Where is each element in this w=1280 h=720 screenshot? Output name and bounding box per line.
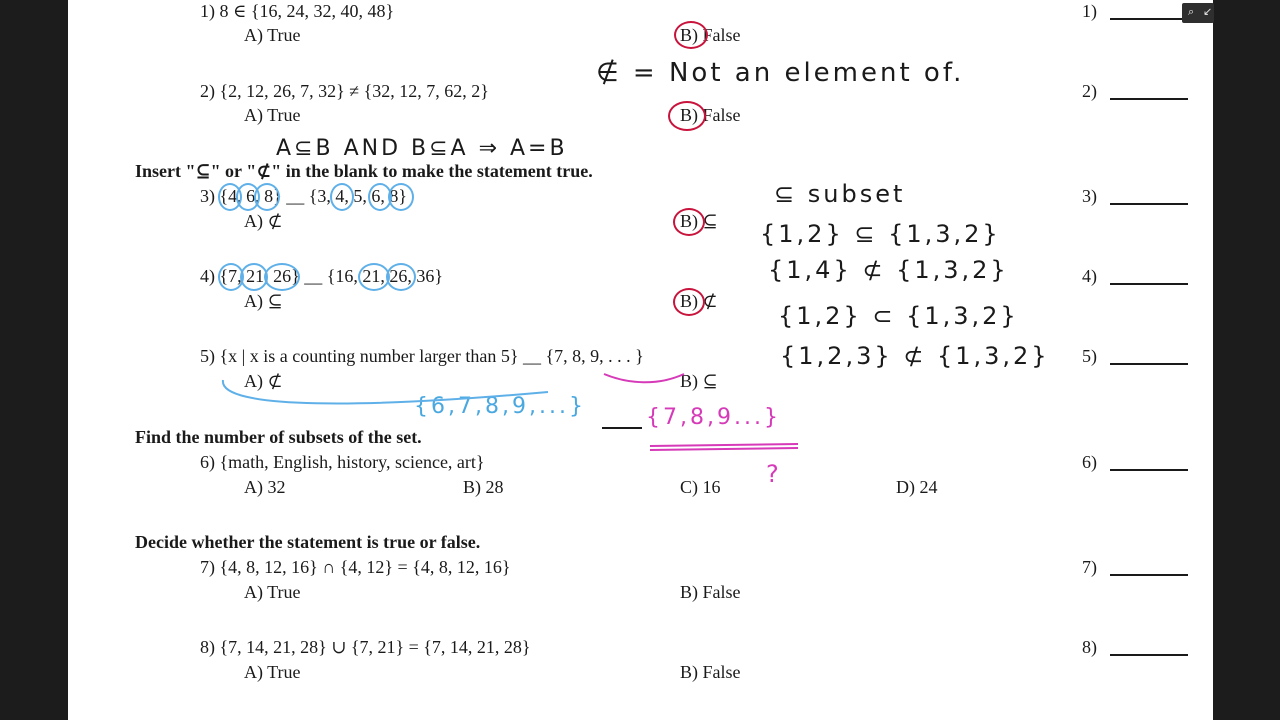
annotation-example-2: {1,4} ⊄ {1,3,2} xyxy=(768,256,1009,284)
q3-option-a[interactable]: A) ⊄ xyxy=(244,211,283,231)
q8-stem: 8) {7, 14, 21, 28} ∪ {7, 21} = {7, 14, 21, 28} xyxy=(200,637,531,657)
q8-option-a[interactable]: A) True xyxy=(244,662,301,682)
ink-strokes xyxy=(68,0,1213,720)
answer-label-2: 2) xyxy=(1082,81,1097,101)
heading-insert: Insert "⊆" or "⊄" in the blank to make the statement true. xyxy=(135,161,593,181)
annotation-equality: A⊆B AND B⊆A ⇒ A=B xyxy=(276,136,568,161)
q4-option-b[interactable]: B) ⊄ xyxy=(680,291,718,311)
annotation-example-3: {1,2} ⊂ {1,3,2} xyxy=(778,302,1019,330)
q1-option-b[interactable]: B) False xyxy=(680,25,741,45)
heading-decide: Decide whether the statement is true or false. xyxy=(135,532,481,552)
annotation-not-element: ∉ = Not an element of. xyxy=(596,58,965,88)
q6-stem: 6) {math, English, history, science, art} xyxy=(200,452,485,472)
q7-option-a[interactable]: A) True xyxy=(244,582,301,602)
q2-option-b[interactable]: B) False xyxy=(680,105,741,125)
annotation-subset-def: ⊆ subset xyxy=(774,180,906,208)
q7-option-b[interactable]: B) False xyxy=(680,582,741,602)
q3-stem: 3) {4, 6, 8} __ {3, 4, 5, 6, 8} xyxy=(200,186,408,206)
viewer-toolbar xyxy=(1182,3,1214,23)
annotation-example-1: {1,2} ⊆ {1,3,2} xyxy=(760,220,1001,248)
q3-option-b[interactable]: B) ⊆ xyxy=(680,211,718,231)
q7-stem: 7) {4, 8, 12, 16} ∩ {4, 12} = {4, 8, 12, 16} xyxy=(200,557,511,577)
worksheet-page xyxy=(68,0,1213,720)
answer-label-4: 4) xyxy=(1082,266,1097,286)
answer-label-5: 5) xyxy=(1082,346,1097,366)
answer-label-1: 1) xyxy=(1082,1,1097,21)
answer-label-7: 7) xyxy=(1082,557,1097,577)
q8-option-b[interactable]: B) False xyxy=(680,662,741,682)
arrow-icon[interactable]: ↙ xyxy=(1203,5,1213,18)
q2-stem: 2) {2, 12, 26, 7, 32} ≠ {32, 12, 7, 62, 2} xyxy=(200,81,489,101)
q6-option-b[interactable]: B) 28 xyxy=(463,477,504,497)
q6-option-d[interactable]: D) 24 xyxy=(896,477,938,497)
q4-option-a[interactable]: A) ⊆ xyxy=(244,291,283,311)
q5-stem: 5) {x | x is a counting number larger than 5} __ {7, 8, 9, . . . } xyxy=(200,346,644,366)
q5-option-a[interactable]: A) ⊄ xyxy=(244,371,283,391)
heading-subsets: Find the number of subsets of the set. xyxy=(135,427,422,447)
q1-option-a[interactable]: A) True xyxy=(244,25,301,45)
q6-option-c[interactable]: C) 16 xyxy=(680,477,721,497)
answer-label-8: 8) xyxy=(1082,637,1097,657)
annotation-blue-set: {6,7,8,9,...} xyxy=(414,394,586,419)
annotation-question-mark: ? xyxy=(766,460,782,488)
annotation-pink-set: {7,8,9...} xyxy=(646,405,781,430)
q2-option-a[interactable]: A) True xyxy=(244,105,301,125)
annotation-example-4: {1,2,3} ⊄ {1,3,2} xyxy=(780,342,1050,370)
q5-option-b[interactable]: B) ⊆ xyxy=(680,371,718,391)
q6-option-a[interactable]: A) 32 xyxy=(244,477,286,497)
answer-label-3: 3) xyxy=(1082,186,1097,206)
q1-stem: 1) 8 ∈ {16, 24, 32, 40, 48} xyxy=(200,1,395,21)
q4-stem: 4) {7, 21, 26} __ {16, 21, 26, 36} xyxy=(200,266,444,286)
magnifier-icon[interactable]: ⌕ xyxy=(1188,5,1195,18)
answer-label-6: 6) xyxy=(1082,452,1097,472)
